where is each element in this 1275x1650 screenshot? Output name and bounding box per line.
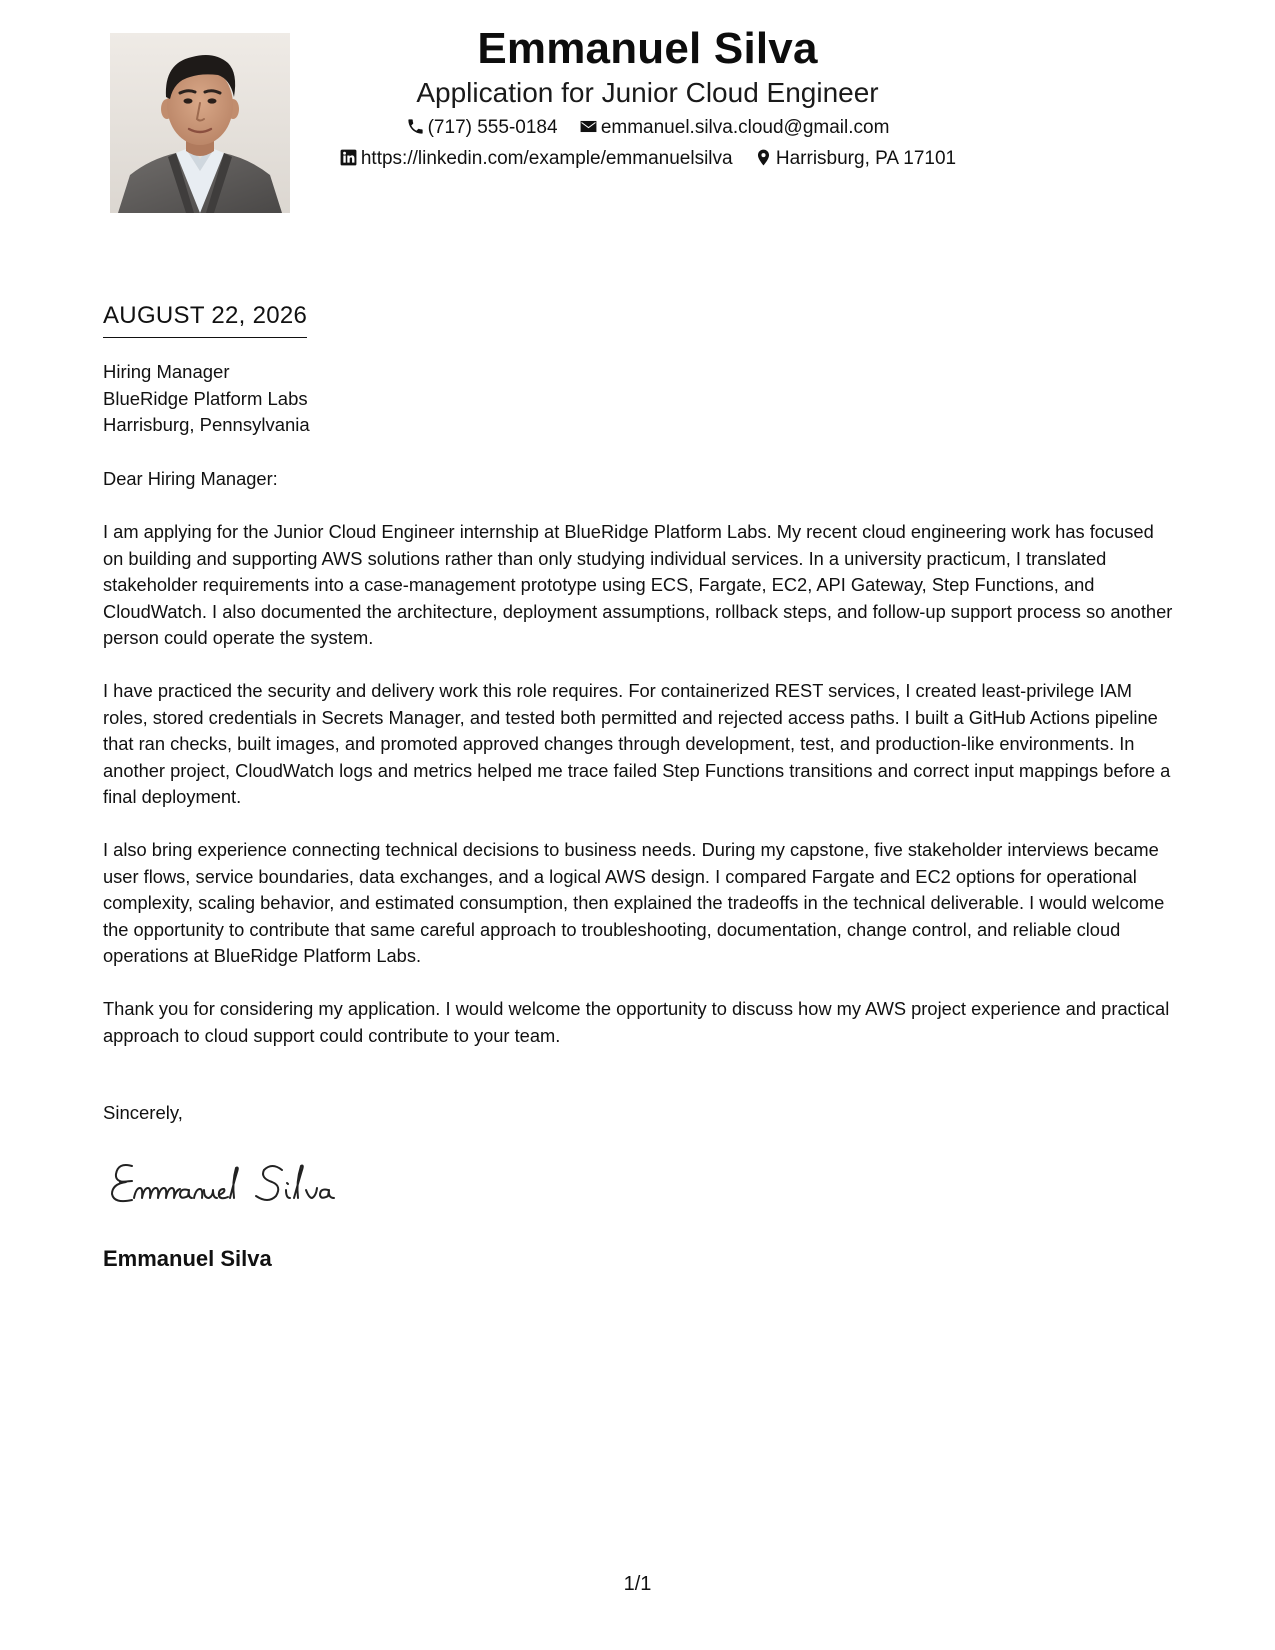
signature-image <box>106 1152 376 1208</box>
salutation: Dear Hiring Manager: <box>103 468 278 489</box>
recipient-company: BlueRidge Platform Labs <box>103 387 308 409</box>
letter-date: AUGUST 22, 2026 <box>103 301 307 338</box>
body-paragraph: Thank you for considering my application. I would welcome the opportunity to discuss how my AWS project experience and practical approach to cloud support could contribute to your team. <box>103 998 1170 1046</box>
letter-body <box>103 466 1173 1076</box>
phone-icon <box>406 117 425 136</box>
location-text: Harrisburg, PA 17101 <box>775 148 957 169</box>
portrait-image <box>110 33 290 213</box>
contact-location <box>754 146 956 172</box>
closing: Sincerely, <box>103 1102 183 1123</box>
contact-linkedin[interactable] <box>339 146 733 172</box>
date-block <box>103 301 307 338</box>
body-paragraph: I am applying for the Junior Cloud Engineer internship at BlueRidge Platform Labs. My recent cloud engineering work has focused on building and supporting AWS solutions rather than only studying individual services. In a university practicum, I translated stakeholder requirements into a case-management prototype using ECS, Fargate, EC2, API Gateway, Step Functions, and CloudWatch. I also documented the architecture, deployment assumptions, rollback steps, and follow-up support process so another person could operate the system. <box>103 521 1173 648</box>
contact-email[interactable] <box>579 115 890 141</box>
profile-photo <box>110 33 290 213</box>
application-subtitle: Application for Junior Cloud Engineer <box>416 77 879 108</box>
applicant-name: Emmanuel Silva <box>477 24 818 73</box>
body-paragraph: I have practiced the security and delivery work this role requires. For containerized REST services, I created least-privilege IAM roles, stored credentials in Secrets Manager, and tested both permitted and rejected access paths. I built a GitHub Actions pipeline that ran checks, built images, and promoted approved changes through development, test, and production-like environments. In another project, CloudWatch logs and metrics helped me trace failed Step Functions transitions and correct input mappings before a final deployment. <box>103 680 1171 807</box>
letter-header <box>300 20 995 172</box>
handwritten-signature <box>106 1152 376 1208</box>
email-text: emmanuel.silva.cloud@gmail.com <box>600 117 890 138</box>
envelope-icon <box>579 117 598 136</box>
phone-text: (717) 555-0184 <box>427 117 558 138</box>
contact-row-secondary <box>300 146 995 172</box>
linkedin-icon <box>339 148 358 167</box>
recipient-location: Harrisburg, Pennsylvania <box>103 414 310 435</box>
signer-name: Emmanuel Silva <box>103 1246 272 1271</box>
contact-row-primary <box>300 115 995 141</box>
recipient-block <box>103 359 310 439</box>
contact-phone <box>406 115 558 141</box>
linkedin-text: https://linkedin.com/example/emmanuelsilva <box>360 148 733 169</box>
recipient-title: Hiring Manager <box>103 361 230 382</box>
body-paragraph: I also bring experience connecting technical decisions to business needs. During my capstone, five stakeholder interviews became user flows, service boundaries, data exchanges, and a logical AWS design. I compared Fargate and EC2 options for operational complexity, scaling behavior, and estimated consumption, then explained the tradeoffs in the technical deliverable. I would welcome the opportunity to contribute that same careful approach to troubleshooting, documentation, change control, and reliable cloud operations at BlueRidge Platform Labs. <box>103 839 1165 966</box>
page-number: 1/1 <box>623 1573 652 1595</box>
map-pin-icon <box>754 148 773 167</box>
